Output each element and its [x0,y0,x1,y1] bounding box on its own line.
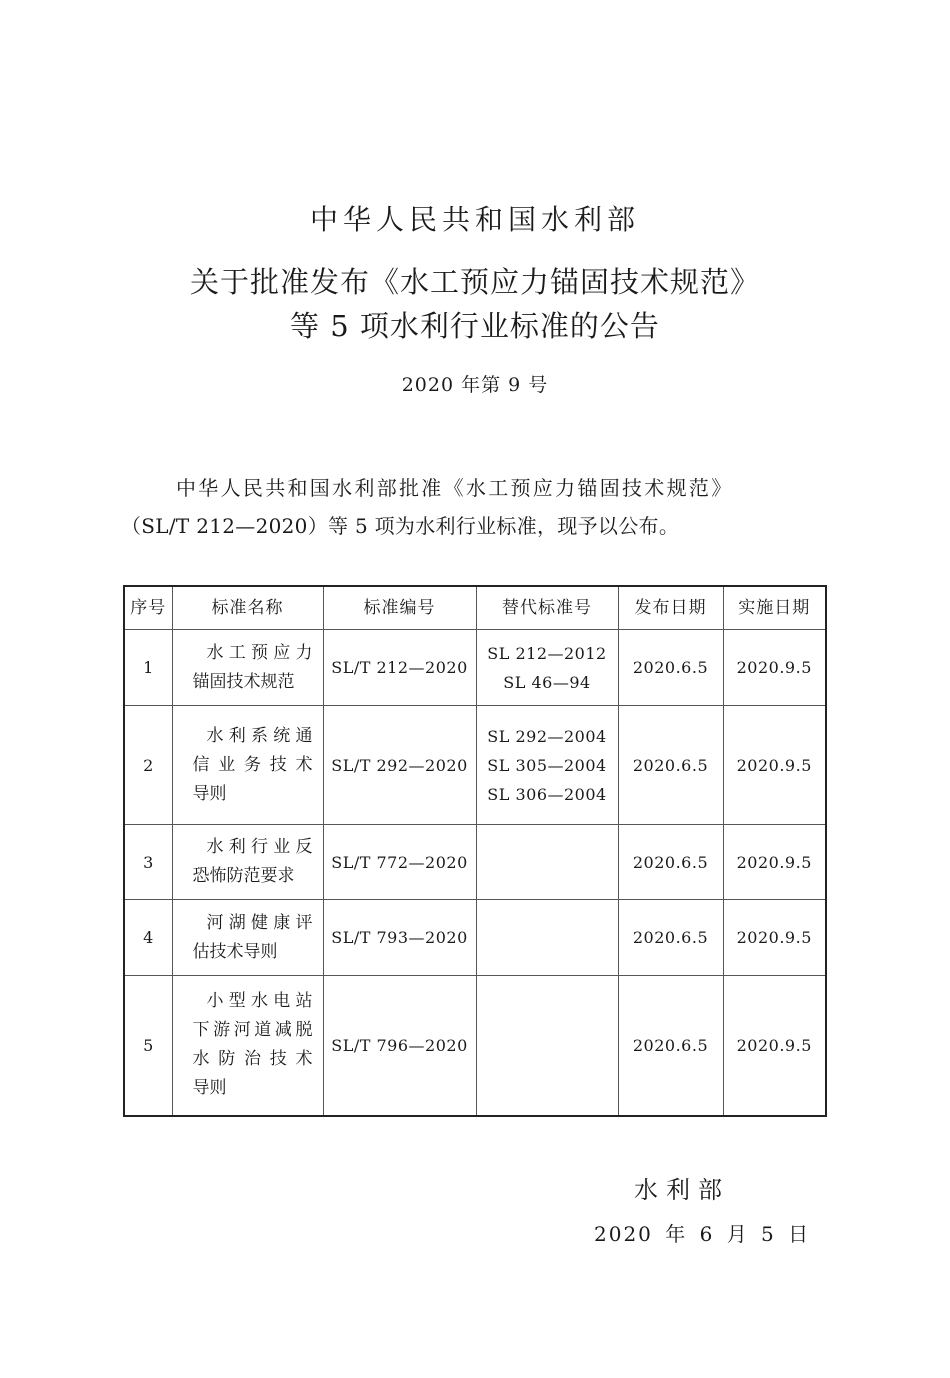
cell-standard-name [172,630,323,706]
cell-index: 3 [124,825,172,900]
column-header-replaces: 替代标准号 [476,586,618,630]
announcement-paragraph-line-2: （SL/T 212—2020）等 5 项为水利行业标准，现予以公布。 [121,514,680,538]
cell-standard-name [172,900,323,976]
cell-replaced-standards [476,825,618,900]
standard-name-line: 锚固技术规范 [192,671,295,692]
cell-index: 1 [124,630,172,706]
cell-standard-code: SL/T 793—2020 [323,900,476,976]
table-header-row [124,586,826,630]
cell-standard-code: SL/T 796—2020 [323,976,476,1116]
standards-table [123,585,827,1117]
replaced-standard: SL 292—2004 [487,726,607,746]
standard-name-line: 水工预应力 [206,642,313,663]
standard-name-line: 小型水电站 [206,991,313,1012]
standard-name-line: 水利系统通 [206,725,313,746]
table-row [124,706,826,825]
cell-replaced-standards [476,630,618,706]
cell-standard-name [172,976,323,1116]
standard-name-line: 恐怖防范要求 [192,866,295,886]
cell-index: 2 [124,706,172,825]
cell-publish-date: 2020.6.5 [618,630,723,706]
cell-standard-code: SL/T 772—2020 [323,825,476,900]
column-header-name: 标准名称 [172,586,323,630]
standard-name-line: 水利行业反 [206,837,313,857]
standard-name-line: 河湖健康评 [206,912,313,933]
cell-publish-date: 2020.6.5 [618,976,723,1116]
cell-standard-name [172,706,323,825]
table-row [124,825,826,900]
standard-name-line: 水防治技术 [192,1049,313,1070]
cell-effective-date: 2020.9.5 [723,825,826,900]
issuing-organization-title: 中华人民共和国水利部 [309,203,640,236]
notice-title-line-1: 关于批准发布《水工预应力锚固技术规范》 [189,265,760,299]
cell-standard-code: SL/T 292—2020 [323,706,476,825]
announcement-paragraph-line-1: 中华人民共和国水利部批准《水工预应力锚固技术规范》 [176,476,734,500]
table-row [124,900,826,976]
signature-date: 2020 年 6 月 5 日 [594,1222,811,1246]
cell-standard-code: SL/T 212—2020 [323,630,476,706]
table-row [124,976,826,1116]
column-header-publish-date: 发布日期 [618,586,723,630]
cell-replaced-standards [476,706,618,825]
cell-replaced-standards [476,900,618,976]
standard-name-line: 导则 [192,783,227,804]
standard-name-line: 下游河道减脱 [192,1020,313,1041]
cell-effective-date: 2020.9.5 [723,976,826,1116]
cell-publish-date: 2020.6.5 [618,825,723,900]
signature-organization: 水利部 [634,1176,730,1204]
standard-name-line: 估技术导则 [192,941,278,962]
replaced-standard: SL 305—2004 [487,755,607,775]
cell-index: 5 [124,976,172,1116]
replaced-standard: SL 212—2012 [487,643,607,663]
notice-title-line-2: 等 5 项水利行业标准的公告 [290,309,660,343]
cell-standard-name [172,825,323,900]
standard-name-line: 导则 [192,1078,227,1099]
replaced-standard: SL 306—2004 [487,784,607,804]
cell-effective-date: 2020.9.5 [723,630,826,706]
cell-replaced-standards [476,976,618,1116]
cell-effective-date: 2020.9.5 [723,900,826,976]
column-header-index: 序号 [124,586,172,630]
cell-publish-date: 2020.6.5 [618,900,723,976]
notice-number: 2020 年第 9 号 [401,374,549,396]
cell-effective-date: 2020.9.5 [723,706,826,825]
replaced-standard: SL 46—94 [503,672,591,692]
column-header-code: 标准编号 [323,586,476,630]
cell-index: 4 [124,900,172,976]
column-header-effective-date: 实施日期 [723,586,826,630]
cell-publish-date: 2020.6.5 [618,706,723,825]
table-row [124,630,826,706]
standard-name-line: 信业务技术 [192,754,313,775]
